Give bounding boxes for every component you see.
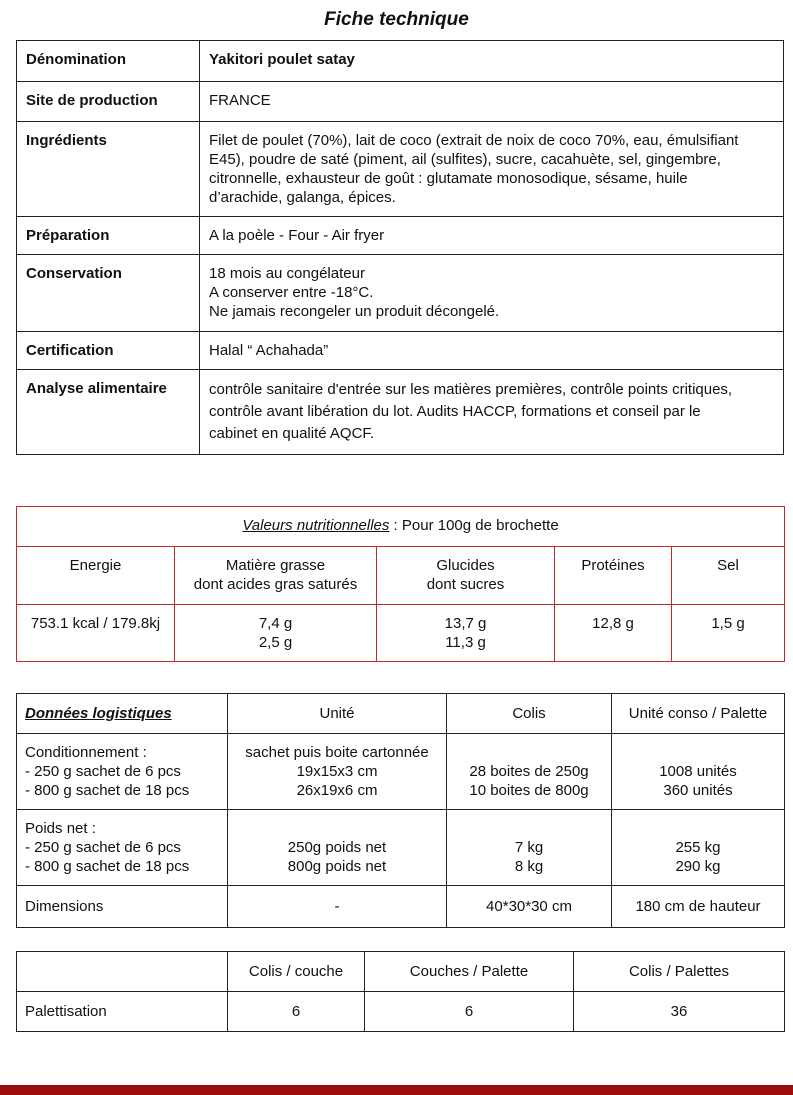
ingredients-label: Ingrédients	[17, 122, 200, 217]
cond-label-line: - 250 g sachet de 6 pcs	[25, 763, 181, 780]
poids-label	[17, 810, 228, 886]
val-glucides-line: 11,3 g	[445, 634, 486, 651]
poids-palette	[612, 810, 785, 886]
val-glucides	[377, 605, 555, 662]
col-glucides-line: Glucides	[436, 557, 495, 574]
table-row	[17, 370, 784, 455]
conservation-line: Ne jamais recongeler un produit décongelé.	[209, 303, 500, 320]
table-row	[17, 694, 785, 734]
logistics-header	[17, 694, 228, 734]
val-colis-couche: 6	[228, 992, 365, 1032]
preparation-value: A la poèle - Four - Air fryer	[200, 217, 784, 255]
denomination-label: Dénomination	[17, 41, 200, 82]
poids-palette-line: 255 kg	[675, 839, 721, 856]
nutrition-header-title: Valeurs nutritionnelles	[242, 517, 390, 534]
val-sel: 1,5 g	[672, 605, 785, 662]
poids-unite-line: 800g poids net	[287, 858, 387, 875]
conditionnement-colis	[447, 734, 612, 810]
table-row	[17, 810, 785, 886]
table-row	[17, 734, 785, 810]
poids-label-line: - 250 g sachet de 6 pcs	[25, 839, 181, 856]
col-matiere-line: dont acides gras saturés	[193, 576, 358, 593]
table-row	[17, 605, 785, 662]
spec-table	[16, 40, 784, 455]
col-matiere-line: Matière grasse	[225, 557, 326, 574]
analyse-value	[200, 370, 784, 455]
palettisation-empty-cell	[17, 952, 228, 992]
page-title: Fiche technique	[324, 9, 469, 30]
poids-colis-line: 7 kg	[514, 839, 544, 856]
analyse-label: Analyse alimentaire	[17, 370, 200, 455]
col-glucides	[377, 547, 555, 605]
cond-colis-line: 28 boites de 250g	[469, 763, 589, 780]
table-row	[17, 332, 784, 370]
analyse-line: contrôle sanitaire d'entrée sur les matières premières, contrôle points critiques,	[209, 381, 733, 398]
val-matiere-grasse	[175, 605, 377, 662]
cond-label-line: - 800 g sachet de 18 pcs	[25, 782, 190, 799]
cond-palette-line: 1008 unités	[659, 763, 737, 780]
conservation-label: Conservation	[17, 255, 200, 332]
conditionnement-palette	[612, 734, 785, 810]
poids-colis	[447, 810, 612, 886]
nutrition-header-rest: : Pour 100g de brochette	[389, 517, 559, 534]
col-matiere-grasse	[175, 547, 377, 605]
conditionnement-label	[17, 734, 228, 810]
cond-unite-line: 26x19x6 cm	[296, 782, 378, 799]
analyse-line: contrôle avant libération du lot. Audits HACCP, formations et conseil par le	[209, 403, 701, 420]
ingredients-line: E45), poudre de saté (piment, ail (sulfites), sucre, cacahuète, sel, gingembre,	[209, 151, 721, 168]
table-row	[17, 952, 785, 992]
ingredients-value	[200, 122, 784, 217]
denomination-value: Yakitori poulet satay	[200, 41, 784, 82]
poids-unite-line: 250g poids net	[287, 839, 387, 856]
table-row	[17, 41, 784, 82]
dimensions-palette: 180 cm de hauteur	[612, 886, 785, 928]
val-glucides-line: 13,7 g	[444, 615, 487, 632]
table-row	[17, 255, 784, 332]
cond-palette-line: 360 unités	[663, 782, 733, 799]
val-energie: 753.1 kcal / 179.8kj	[17, 605, 175, 662]
table-row	[17, 547, 785, 605]
val-colis-palettes: 36	[574, 992, 785, 1032]
cond-label-line: Conditionnement :	[25, 744, 147, 761]
preparation-label: Préparation	[17, 217, 200, 255]
col-energie: Energie	[17, 547, 175, 605]
ingredients-line: d’arachide, galanga, épices.	[209, 189, 396, 206]
logistics-header-title: Données logistiques	[25, 705, 172, 722]
col-colis: Colis	[447, 694, 612, 734]
cond-unite-line: sachet puis boite cartonnée	[245, 744, 429, 761]
cond-unite-line: 19x15x3 cm	[296, 763, 378, 780]
val-matiere-line: 2,5 g	[258, 634, 293, 651]
col-glucides-line: dont sucres	[426, 576, 505, 593]
conditionnement-unite	[228, 734, 447, 810]
table-row	[17, 886, 785, 928]
col-couches-palette: Couches / Palette	[365, 952, 574, 992]
col-sel: Sel	[672, 547, 785, 605]
conservation-line: A conserver entre -18°C.	[209, 284, 374, 301]
col-unite: Unité	[228, 694, 447, 734]
certification-label: Certification	[17, 332, 200, 370]
dimensions-unite: -	[228, 886, 447, 928]
poids-palette-line: 290 kg	[675, 858, 721, 875]
nutrition-header	[17, 507, 785, 547]
footer-bar	[0, 1085, 793, 1095]
site-label: Site de production	[17, 82, 200, 122]
poids-unite	[228, 810, 447, 886]
dimensions-label: Dimensions	[17, 886, 228, 928]
site-value: FRANCE	[200, 82, 784, 122]
ingredients-line: Filet de poulet (70%), lait de coco (extrait de noix de coco 70%, eau, émulsifiant	[209, 132, 739, 149]
conservation-value	[200, 255, 784, 332]
poids-label-line: Poids net :	[25, 820, 96, 837]
nutrition-table	[16, 506, 785, 662]
cond-colis-line: 10 boites de 800g	[469, 782, 589, 799]
analyse-line: cabinet en qualité AQCF.	[209, 425, 375, 442]
col-palette: Unité conso / Palette	[612, 694, 785, 734]
ingredients-line: citronnelle, exhausteur de goût : glutamate monosodique, sésame, huile	[209, 170, 688, 187]
palettisation-table	[16, 951, 785, 1032]
palettisation-label: Palettisation	[17, 992, 228, 1032]
certification-value: Halal “ Achahada”	[200, 332, 784, 370]
poids-colis-line: 8 kg	[514, 858, 544, 875]
table-row	[17, 122, 784, 217]
table-row	[17, 82, 784, 122]
col-proteines: Protéines	[555, 547, 672, 605]
val-matiere-line: 7,4 g	[258, 615, 293, 632]
table-row	[17, 507, 785, 547]
logistics-table	[16, 693, 785, 928]
dimensions-colis: 40*30*30 cm	[447, 886, 612, 928]
val-couches-palette: 6	[365, 992, 574, 1032]
poids-label-line: - 800 g sachet de 18 pcs	[25, 858, 190, 875]
val-proteines: 12,8 g	[555, 605, 672, 662]
col-colis-couche: Colis / couche	[228, 952, 365, 992]
conservation-line: 18 mois au congélateur	[209, 265, 365, 282]
table-row	[17, 217, 784, 255]
col-colis-palettes: Colis / Palettes	[574, 952, 785, 992]
table-row	[17, 992, 785, 1032]
